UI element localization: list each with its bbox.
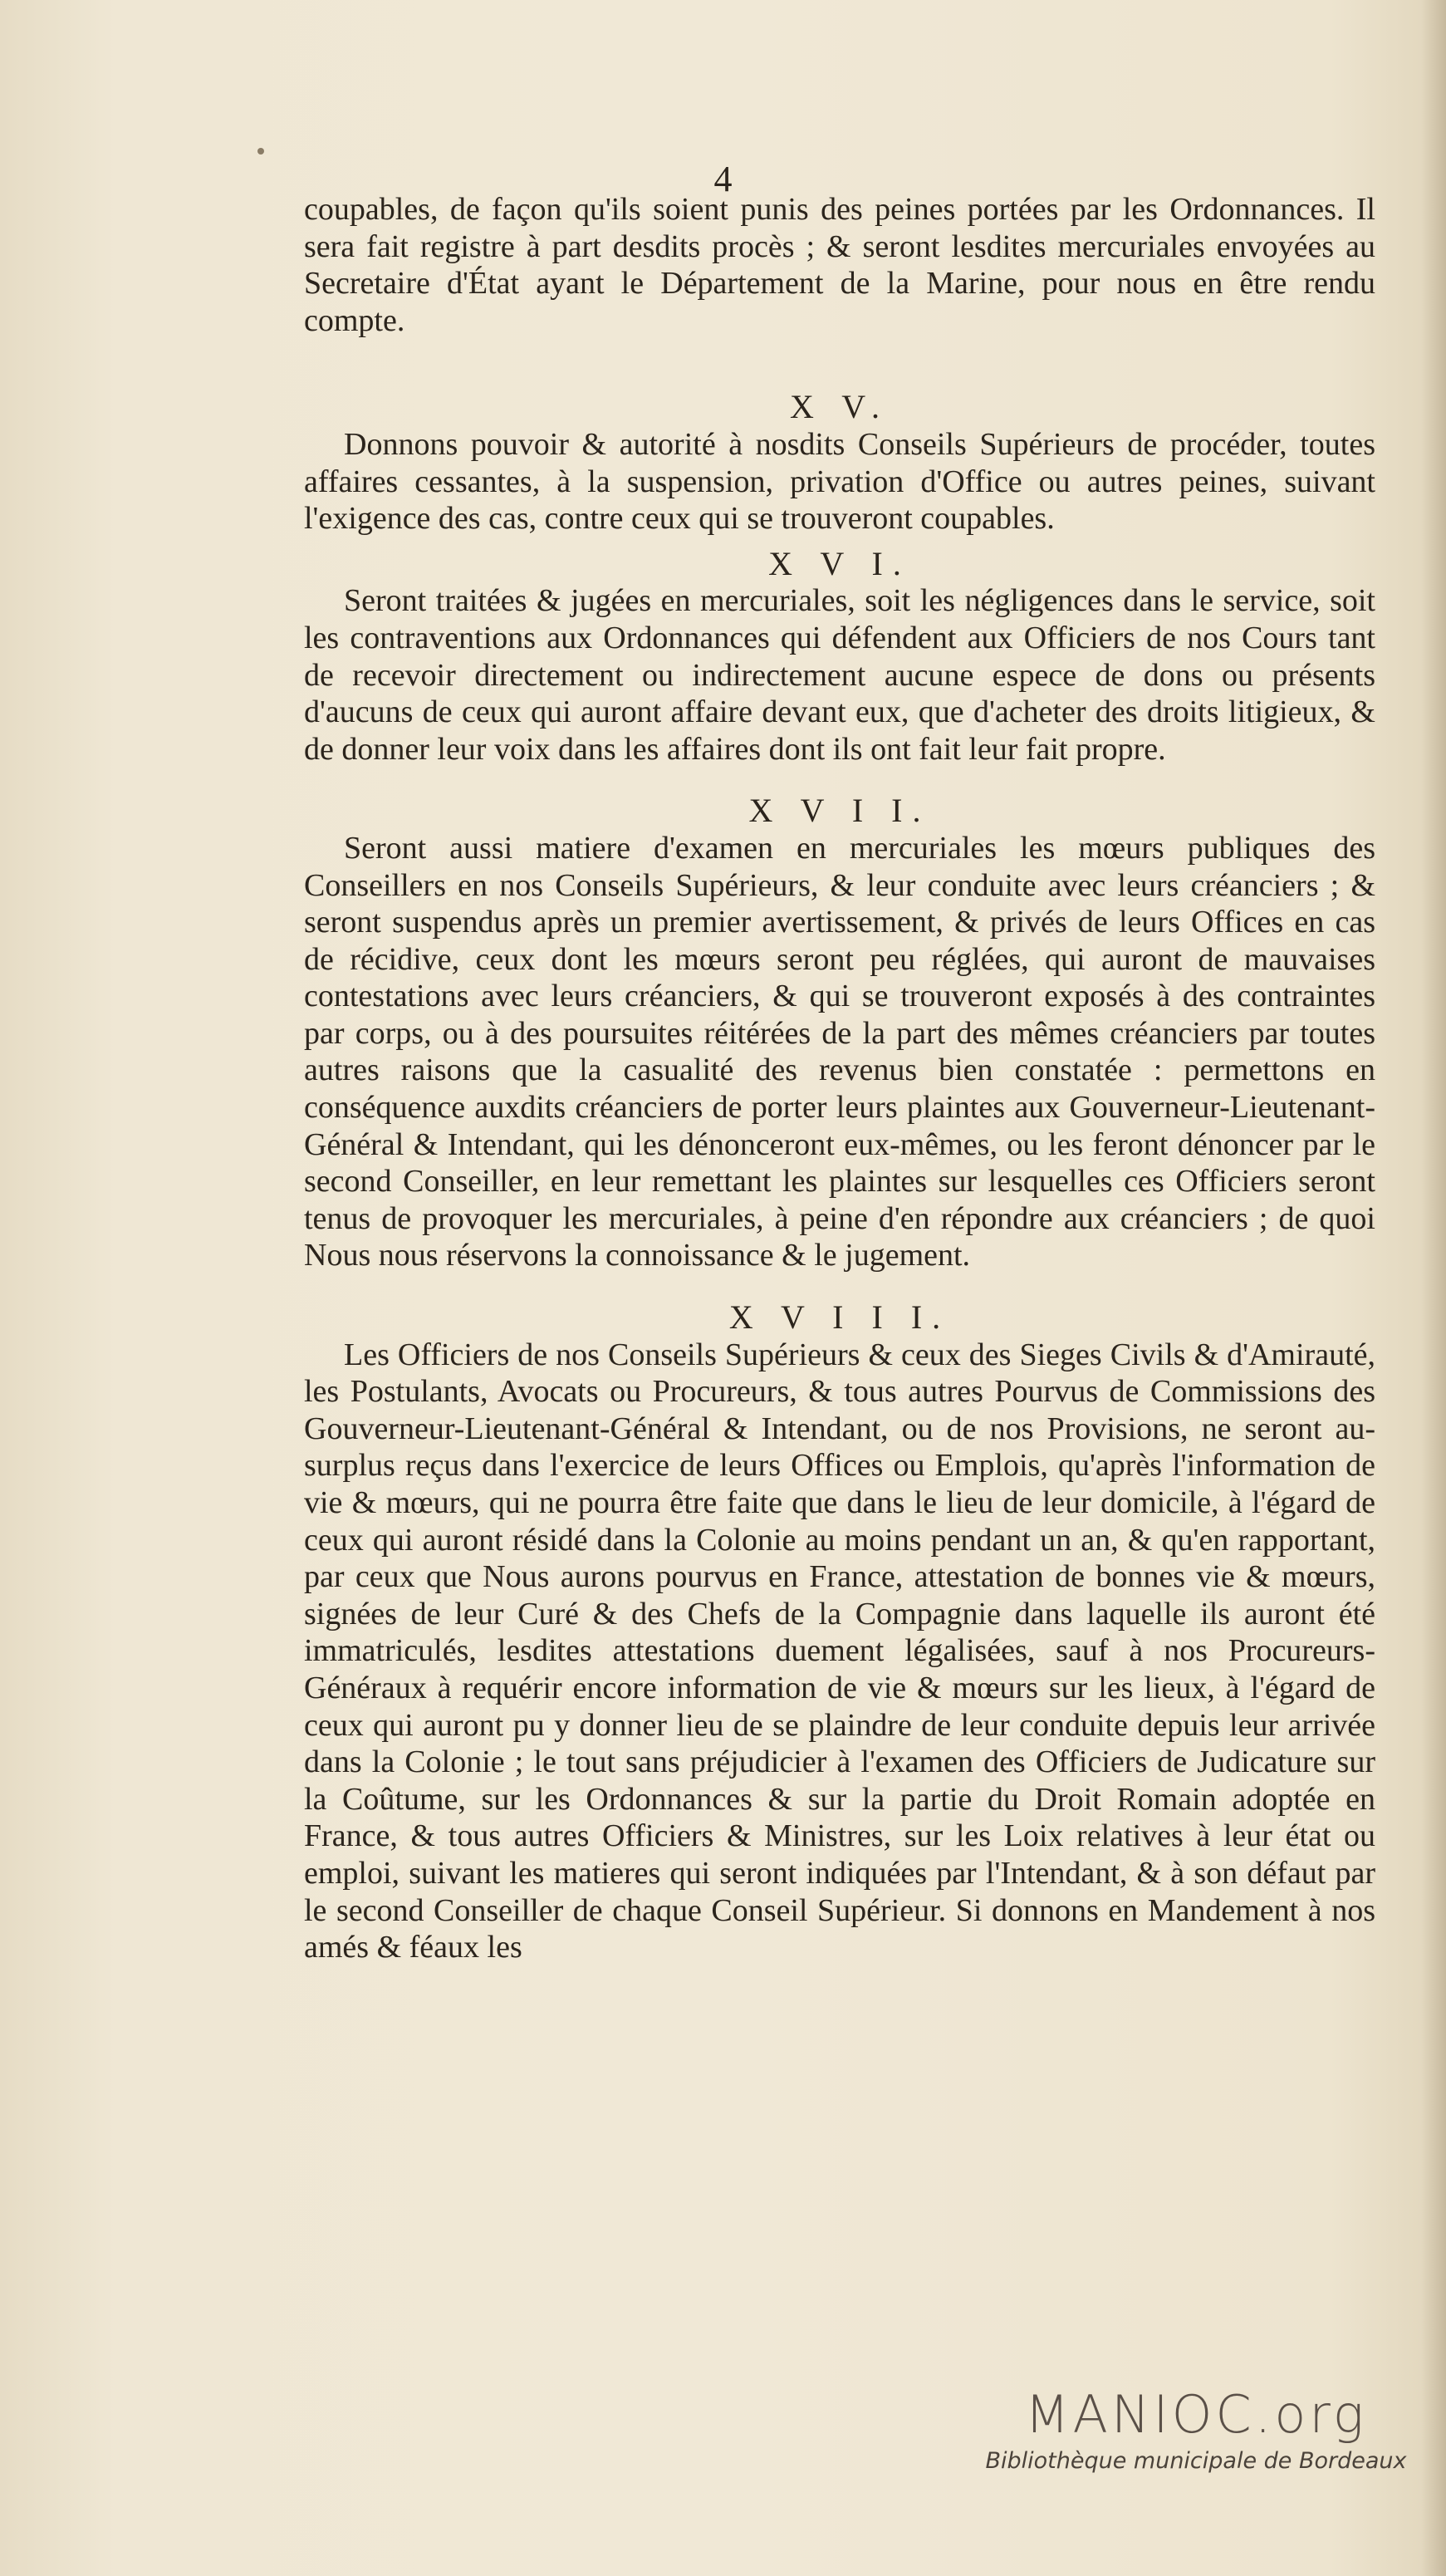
watermark	[980, 2384, 1412, 2474]
ink-spot	[257, 148, 264, 155]
body-text	[304, 191, 1375, 1966]
article-text: Donnons pouvoir & autorité à nosdits Conseils Supérieurs de procéder, toutes affaires cessantes, à la suspension, privation d'Office ou autres peines, suivant l'exigence des cas, contre ceux qui se trouveront coupables.	[304, 426, 1375, 537]
article-text: Les Officiers de nos Conseils Supérieurs & ceux des Sieges Civils & d'Amirauté, les Postulants, Avocats ou Procureurs, & tous autres Pourvus de Commissions des Gouverneur-Lieutenant-Général & Intendant, ou de nos Provisions, ne seront au-surplus reçus dans l'exercice de leurs Offices ou Emplois, qu'après l'information de vie & mœurs, qui ne pourra être faite que dans le lieu de leur domicile, à l'égard de ceux qui auront résidé dans la Colonie au moins pendant un an, & qu'en rapportant, par ceux que Nous aurons pourvus en France, attestation de bonnes vie & mœurs, signées de leur Curé & des Chefs de la Compagnie dans laquelle ils auront été immatriculés, lesdites attestations duement légalisées, sauf à nos Procureurs-Généraux à requérir encore information de vie & mœurs sur les lieux, à l'égard de ceux qui auront pu y donner lieu de se plaindre de leur conduite depuis leur arrivée dans la Colonie ; le tout sans préjudicier à l'examen des Officiers de Judicature sur la Coûtume, sur les Ordonnances & sur la partie du Droit Romain adoptée en France, & tous autres Officiers & Ministres, sur les Loix relatives à leur état ou emploi, suivant les matieres qui seront indiquées par l'Intendant, & à son défaut par le second Conseiller de chaque Conseil Supérieur. Si donnons en Mandement à nos amés & féaux les	[304, 1337, 1375, 1965]
library-credit: Bibliothèque municipale de Bordeaux	[985, 2448, 1407, 2474]
manioc-logo: MANIOC.org	[1025, 2384, 1367, 2445]
continuation-paragraph: coupables, de façon qu'ils soient punis des peines portées par les Ordonnances. Il sera fait registre à part desdits procès ; & seront lesdites mercuriales envoyées au Secretaire d'État ayant le Département de la Marine, pour nous en être rendu compte.	[304, 192, 1375, 338]
article-heading: X V I I I.	[728, 1298, 951, 1337]
page-edge-shadow	[1421, 0, 1446, 2576]
article-heading: X V.	[790, 388, 890, 426]
page-number: 4	[713, 159, 733, 199]
article-heading: X V I I.	[748, 792, 931, 830]
article-heading: X V I.	[768, 544, 911, 582]
article-text: Seront aussi matiere d'examen en mercuriales les mœurs publiques des Conseillers en nos Conseils Supérieurs, & leur conduite avec leurs créanciers ; & seront suspendus après un premier avertissement, & privés de leurs Offices en cas de récidive, ceux dont les mœurs seront peu réglées, qui auront de mauvaises contestations avec leurs créanciers, & qui se trouveront exposés à des contraintes par corps, ou à des poursuites réitérées de la part des mêmes créanciers par toutes autres raisons que la casualité des revenus bien constatée : permettons en conséquence auxdits créanciers de porter leurs plaintes aux Gouverneur-Lieutenant-Général & Intendant, qui les dénonceront eux-mêmes, ou les feront dénoncer par le second Conseiller, en leur remettant les plaintes sur lesquelles ces Officiers seront tenus de provoquer les mercuriales, à peine d'en répondre aux créanciers ; de quoi Nous nous réservons la connoissance & le jugement.	[304, 830, 1375, 1273]
article-text: Seront traitées & jugées en mercuriales, soit les négligences dans le service, soit les contraventions aux Ordonnances qui défendent aux Officiers de nos Cours tant de recevoir directement ou indirectement aucune espece de dons ou présents d'aucuns de ceux qui auront affaire devant eux, que d'acheter des droits litigieux, & de donner leur voix dans les affaires dont ils ont fait leur fait propre.	[304, 583, 1375, 767]
